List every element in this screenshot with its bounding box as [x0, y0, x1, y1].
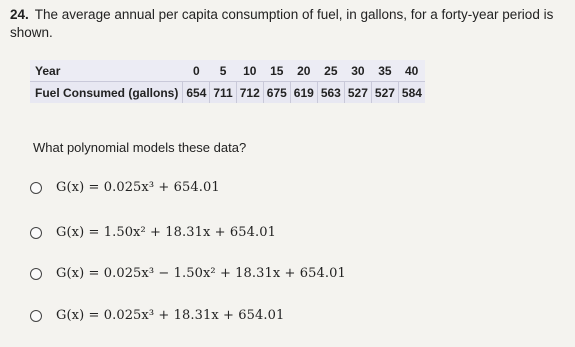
option-label: G(x) = 0.025x³ − 1.50x² + 18.31x + 654.01 [56, 266, 346, 281]
consumed-cell: 584 [398, 82, 425, 104]
consumed-cell: 619 [290, 82, 317, 104]
consumed-header: Fuel Consumed (gallons) [30, 82, 183, 104]
year-cell: 0 [183, 60, 210, 82]
consumed-cell: 527 [344, 82, 371, 104]
option-label: G(x) = 0.025x³ + 654.01 [56, 180, 220, 195]
radio-button[interactable] [30, 227, 42, 239]
radio-button[interactable] [30, 310, 42, 322]
year-cell: 10 [236, 60, 263, 82]
table-row-year [30, 60, 425, 82]
year-cell: 25 [317, 60, 344, 82]
year-cell: 40 [398, 60, 425, 82]
option-label: G(x) = 1.50x² + 18.31x + 654.01 [56, 225, 276, 240]
answer-option-2[interactable] [30, 225, 276, 240]
question-text [10, 6, 570, 42]
year-header: Year [30, 60, 183, 82]
question-body: The average annual per capita consumption of fuel, in gallons, for a forty-year period is shown. [10, 7, 554, 40]
answer-option-3[interactable] [30, 266, 346, 281]
consumed-cell: 654 [183, 82, 210, 104]
radio-button[interactable] [30, 268, 42, 280]
consumed-cell: 712 [236, 82, 263, 104]
year-cell: 35 [371, 60, 398, 82]
option-label: G(x) = 0.025x³ + 18.31x + 654.01 [56, 308, 285, 323]
prompt-text: What polynomial models these data? [33, 140, 247, 155]
year-cell: 15 [263, 60, 290, 82]
year-cell: 30 [344, 60, 371, 82]
year-cell: 5 [210, 60, 236, 82]
year-cell: 20 [290, 60, 317, 82]
consumed-cell: 711 [210, 82, 236, 104]
radio-button[interactable] [30, 182, 42, 194]
question-number: 24. [10, 7, 29, 22]
answer-option-4[interactable] [30, 308, 284, 323]
consumed-cell: 563 [317, 82, 344, 104]
table-row-consumed [30, 82, 425, 104]
data-table [30, 60, 425, 103]
answer-option-1[interactable] [30, 180, 220, 195]
consumed-cell: 527 [371, 82, 398, 104]
consumed-cell: 675 [263, 82, 290, 104]
